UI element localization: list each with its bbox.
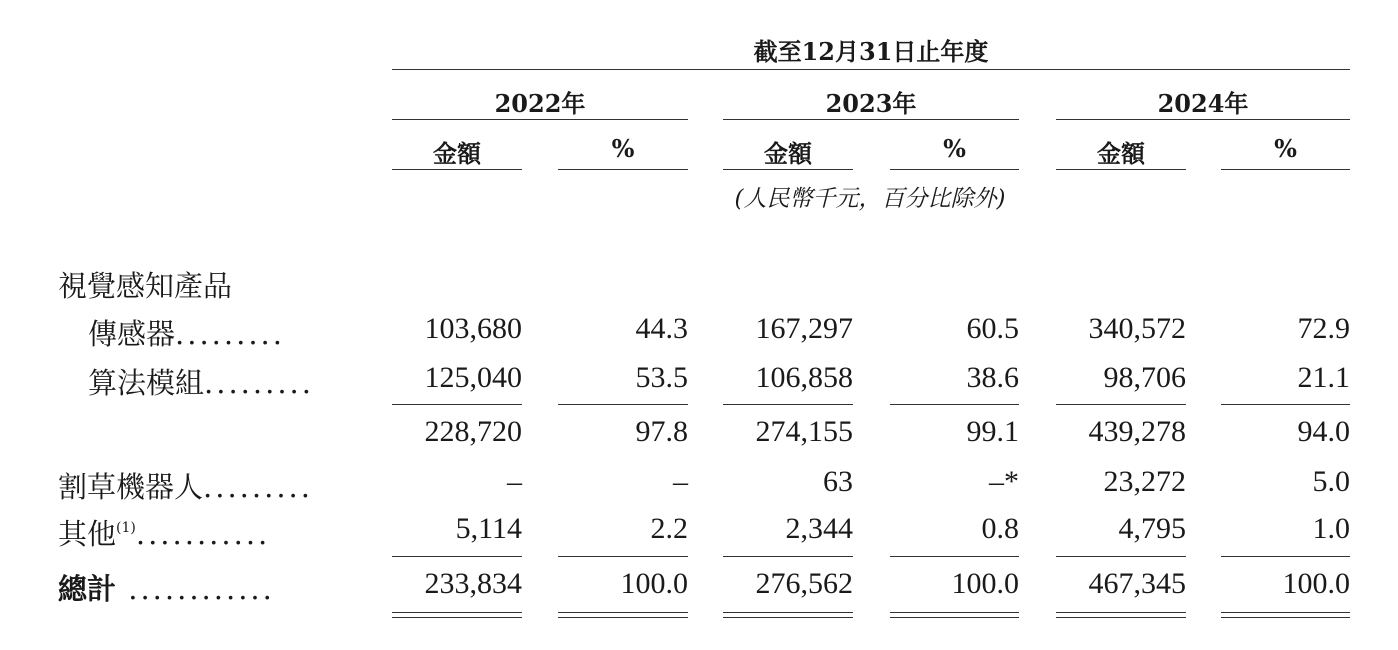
footnote-marker: (1)	[116, 520, 136, 536]
subtotal-rule	[392, 404, 522, 405]
cell-percent-2024: 5.0	[1312, 465, 1350, 498]
row-label-text: 其他	[58, 517, 117, 551]
row-label-text: 傳感器	[88, 317, 176, 351]
cell-percent-2022: 2.2	[650, 512, 688, 545]
cell-amount-2023: 167,297	[755, 312, 853, 345]
cell-amount-2022: –	[507, 465, 522, 498]
cell-percent-2023: 60.5	[966, 312, 1019, 345]
cell-percent-2022: –	[673, 465, 688, 498]
year-2022-header: 2022年	[494, 89, 586, 118]
cell-amount-2024: 23,272	[1103, 465, 1186, 498]
cell-amount-2023: 2,344	[785, 512, 853, 545]
amount-header-2022: 金額	[433, 139, 481, 168]
cell-percent-2023: –*	[989, 465, 1019, 498]
cell-percent-2024: 1.0	[1312, 512, 1350, 545]
total-double-rule	[723, 612, 853, 618]
amount-header-2024: 金額	[1097, 139, 1145, 168]
cell-amount-2023: 106,858	[755, 361, 853, 394]
year-2023-header: 2023年	[825, 89, 917, 118]
subheader-underline	[890, 169, 1019, 170]
subtotal-rule	[1221, 404, 1350, 405]
total-rule	[723, 556, 853, 557]
year-2024-underline	[1056, 119, 1350, 120]
cell-amount-2022: 103,680	[424, 312, 522, 345]
cell-percent-2024: 21.1	[1297, 361, 1350, 394]
total-percent-2023: 100.0	[951, 567, 1019, 600]
cell-percent-2022: 44.3	[635, 312, 688, 345]
cell-percent-2022: 53.5	[635, 361, 688, 394]
total-amount-2022: 233,834	[424, 567, 522, 600]
cell-amount-2024: 340,572	[1088, 312, 1186, 345]
period-header: 截至12月31日止年度	[753, 37, 989, 66]
period-underline	[392, 69, 1350, 70]
total-rule	[890, 556, 1019, 557]
total-amount-2024: 467,345	[1088, 567, 1186, 600]
year-2024-header: 2024年	[1157, 89, 1249, 118]
row-label-text: 割草機器人	[58, 470, 204, 504]
subtotal-amount-2023: 274,155	[755, 415, 853, 448]
cell-amount-2022: 5,114	[455, 512, 522, 545]
subtotal-percent-2022: 97.8	[635, 415, 688, 448]
subheader-underline	[1221, 169, 1350, 170]
amount-header-2023: 金額	[764, 139, 812, 168]
cell-amount-2022: 125,040	[424, 361, 522, 394]
year-2023-underline	[723, 119, 1019, 120]
cell-amount-2023: 63	[823, 465, 853, 498]
row-label	[58, 465, 313, 506]
row-label-text: 算法模組	[88, 366, 205, 400]
subtotal-amount-2022: 228,720	[424, 415, 522, 448]
percent-header-2023: %	[943, 134, 966, 163]
subheader-underline	[1056, 169, 1186, 170]
total-percent-2024: 100.0	[1282, 567, 1350, 600]
row-label	[58, 512, 270, 553]
subtotal-rule	[558, 404, 688, 405]
total-percent-2022: 100.0	[620, 567, 688, 600]
dot-leader: ............	[116, 572, 275, 606]
dot-leader: .........	[204, 366, 314, 400]
total-double-rule	[1056, 612, 1186, 618]
subtotal-amount-2024: 439,278	[1088, 415, 1186, 448]
row-label-text: 總計	[58, 572, 117, 606]
subtotal-rule	[890, 404, 1019, 405]
total-rule	[1221, 556, 1350, 557]
subtotal-rule	[723, 404, 853, 405]
subheader-underline	[392, 169, 522, 170]
subtotal-rule	[1056, 404, 1186, 405]
cell-percent-2024: 72.9	[1297, 312, 1350, 345]
percent-header-2024: %	[1274, 134, 1297, 163]
cell-amount-2024: 98,706	[1103, 361, 1186, 394]
total-amount-2023: 276,562	[755, 567, 853, 600]
total-double-rule	[890, 612, 1019, 618]
year-2022-underline	[392, 119, 688, 120]
cell-amount-2024: 4,795	[1118, 512, 1186, 545]
row-label	[88, 361, 314, 402]
cell-percent-2023: 38.6	[966, 361, 1019, 394]
subheader-underline	[558, 169, 688, 170]
total-double-rule	[558, 612, 688, 618]
dot-leader: .........	[175, 317, 285, 351]
total-rule	[558, 556, 688, 557]
unit-note: (人民幣千元，百分比除外)	[734, 186, 1006, 212]
dot-leader: ...........	[135, 517, 271, 551]
subheader-underline	[723, 169, 853, 170]
category-title: 視覺感知產品	[58, 269, 233, 303]
subtotal-percent-2023: 99.1	[966, 415, 1019, 448]
row-label	[88, 312, 285, 353]
total-double-rule	[392, 612, 522, 618]
subtotal-percent-2024: 94.0	[1297, 415, 1350, 448]
dot-leader: .........	[203, 470, 313, 504]
total-label	[58, 567, 275, 608]
total-rule	[1056, 556, 1186, 557]
total-rule	[392, 556, 522, 557]
total-double-rule	[1221, 612, 1350, 618]
cell-percent-2023: 0.8	[981, 512, 1019, 545]
percent-header-2022: %	[611, 134, 635, 163]
